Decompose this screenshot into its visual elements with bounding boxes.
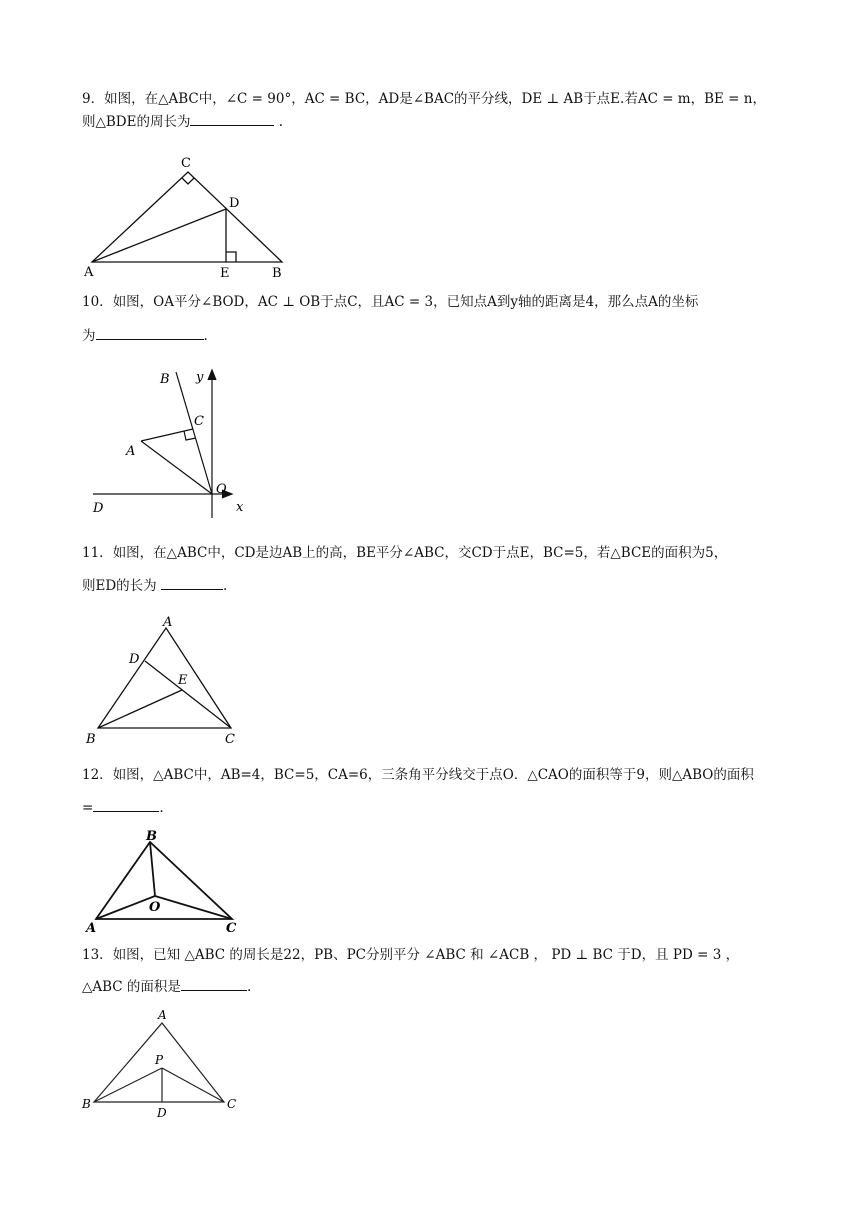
label-y: y bbox=[196, 370, 204, 385]
label-C: C bbox=[225, 732, 235, 747]
label-A: A bbox=[86, 921, 97, 936]
question-11-line2: 则ED的长为 . bbox=[82, 575, 782, 598]
label-D: D bbox=[129, 652, 140, 667]
question-9-line2: 则△BDE的周长为 . bbox=[82, 111, 782, 134]
label-B: B bbox=[146, 829, 157, 844]
label-x: x bbox=[236, 500, 244, 515]
label-C: C bbox=[227, 1097, 237, 1111]
label-B: B bbox=[160, 372, 170, 387]
question-13-number: 13． bbox=[82, 947, 113, 963]
question-11-number: 11． bbox=[82, 545, 113, 561]
label-O: O bbox=[216, 482, 227, 497]
label-C: C bbox=[194, 414, 204, 429]
label-C: C bbox=[226, 921, 237, 936]
label-A: A bbox=[126, 444, 136, 459]
question-13-line1: 13．如图，已知 △ABC 的周长是22，PB、PC分别平分 ∠ABC 和 ∠ACB ， PD ⊥ BC 于D，且 PD = 3 ， bbox=[82, 947, 740, 963]
question-10-line2: 为 . bbox=[82, 325, 782, 348]
question-10-line1: 10．如图，OA平分∠BOD，AC ⊥ OB于点C，且AC = 3，已知点A到y轴的距离是4，那么点A的坐标 bbox=[82, 294, 699, 310]
label-A: A bbox=[84, 265, 94, 280]
question-10-number: 10． bbox=[82, 294, 113, 310]
question-13-line2: △ABC 的面积是 . bbox=[82, 976, 782, 999]
label-E: E bbox=[178, 673, 188, 688]
question-12-line2: = . bbox=[82, 797, 782, 820]
label-O: O bbox=[149, 900, 161, 915]
question-12-line1: 12．如图，△ABC中，AB=4，BC=5，CA=6，三条角平分线交于点O．△CAO的面积等于9，则△ABO的面积 bbox=[82, 767, 754, 783]
label-B: B bbox=[86, 732, 96, 747]
question-9-line1: 9．如图，在△ABC中，∠C = 90°，AC = BC，AD是∠BAC的平分线，DE ⊥ AB于点E.若AC = m，BE = n， bbox=[82, 91, 766, 107]
label-E: E bbox=[220, 266, 230, 281]
question-12-number: 12． bbox=[82, 767, 113, 783]
label-B: B bbox=[82, 1097, 91, 1111]
label-A: A bbox=[158, 1008, 167, 1022]
label-C: C bbox=[181, 156, 191, 171]
label-D: D bbox=[93, 501, 104, 516]
label-A: A bbox=[163, 615, 173, 630]
label-D: D bbox=[157, 1106, 167, 1120]
label-D: D bbox=[229, 196, 240, 211]
question-9-number: 9． bbox=[82, 91, 105, 107]
label-B: B bbox=[272, 266, 282, 281]
question-11-line1: 11．如图，在△ABC中，CD是边AB上的高，BE平分∠ABC，交CD于点E，BC=5，若△BCE的面积为5， bbox=[82, 545, 728, 561]
label-P: P bbox=[155, 1053, 164, 1067]
